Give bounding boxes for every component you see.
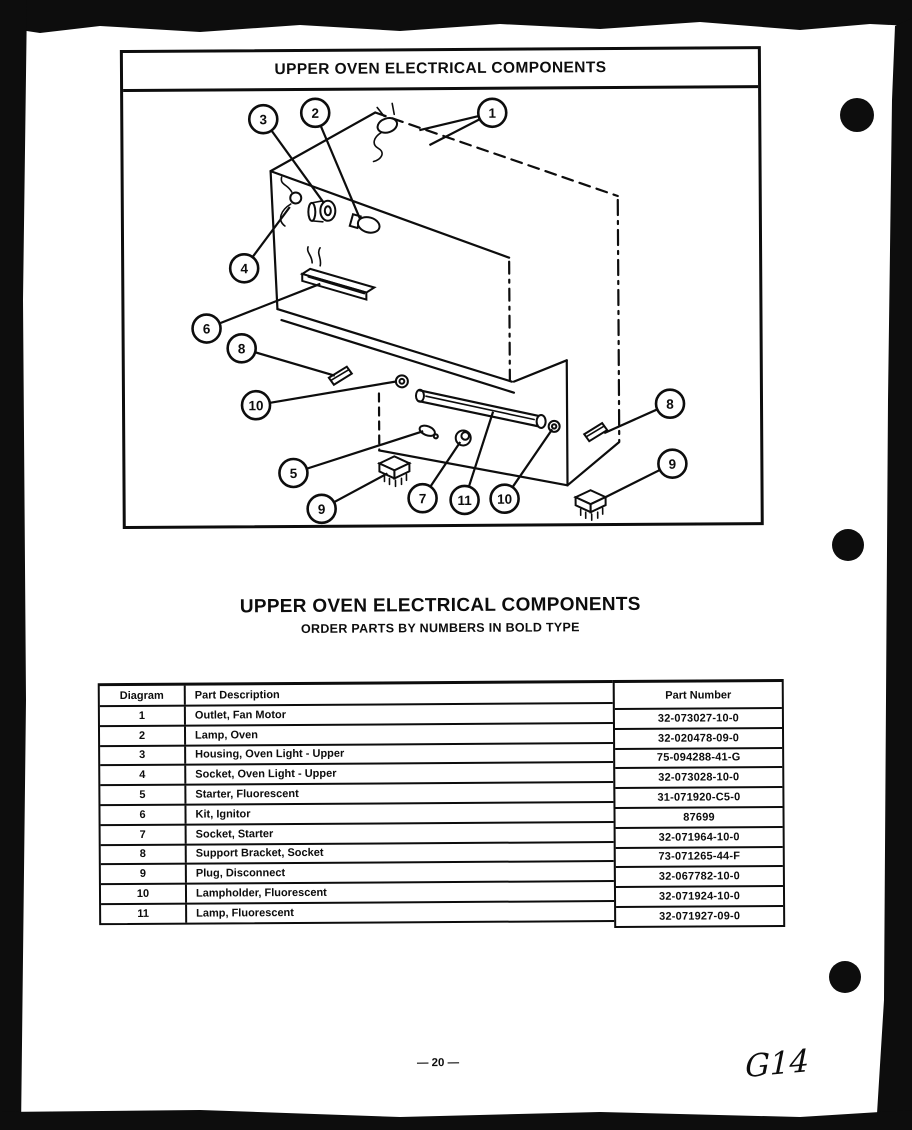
part-disconnect-plug	[379, 456, 409, 486]
table-part-cells	[615, 707, 783, 926]
part-number-cell: 31-071920-C5-0	[615, 786, 782, 807]
part-number-cell: 32-071927-09-0	[616, 905, 783, 926]
table-row	[101, 821, 614, 844]
diagram-number-cell: 7	[101, 825, 187, 843]
parts-table-left	[98, 680, 616, 925]
svg-text:11: 11	[457, 492, 472, 508]
table-row	[100, 801, 613, 824]
section-subheading: ORDER PARTS BY NUMBERS IN BOLD TYPE	[300, 620, 580, 636]
svg-text:7: 7	[418, 491, 427, 507]
part-description-cell: Socket, Starter	[195, 827, 274, 841]
svg-text:5: 5	[289, 465, 298, 482]
svg-text:3: 3	[259, 112, 268, 128]
part-number-cell: 32-073028-10-0	[615, 766, 782, 787]
part-number-cell: 32-020478-09-0	[615, 727, 782, 748]
part-number-cell: 75-094288-41-G	[615, 747, 782, 768]
part-fluorescent-lamp	[416, 389, 546, 429]
svg-text:4: 4	[240, 261, 248, 277]
table-left-rows	[100, 702, 614, 923]
table-row	[100, 781, 613, 804]
parts-table	[98, 679, 790, 933]
handwritten-note: G14	[744, 1042, 810, 1086]
diagram-number-cell: 5	[100, 786, 186, 804]
table-header-row	[100, 683, 613, 705]
diagram-panel	[120, 46, 764, 529]
part-description-cell: Lamp, Fluorescent	[196, 906, 294, 920]
part-description-cell: Lamp, Oven	[194, 728, 259, 742]
callout-9	[658, 450, 686, 478]
part-description-cell: Support Bracket, Socket	[195, 847, 324, 861]
callout-1	[478, 99, 506, 127]
part-description-cell: Outlet, Fan Motor	[194, 708, 286, 722]
table-row	[100, 702, 613, 725]
part-oven-lamp	[349, 213, 381, 235]
table-row	[100, 761, 613, 784]
table-row	[101, 841, 614, 864]
part-number-cell: 32-071924-10-0	[616, 885, 783, 906]
part-number-cell: 32-071964-10-0	[616, 826, 783, 847]
header-diagram: Diagram	[100, 686, 186, 706]
section-heading: UPPER OVEN ELECTRICAL COMPONENTS	[239, 593, 641, 618]
table-row	[101, 900, 614, 923]
diagram-number-cell: 8	[101, 845, 187, 863]
part-description-cell: Starter, Fluorescent	[195, 788, 299, 801]
part-number-cell: 32-067782-10-0	[616, 865, 783, 886]
part-lampholder-left	[396, 375, 408, 387]
svg-text:9: 9	[317, 501, 326, 517]
table-row	[100, 742, 613, 765]
diagram-number-cell: 6	[100, 806, 186, 824]
diagram-number-cell: 4	[100, 766, 186, 784]
diagram-number-cell: 2	[100, 726, 186, 744]
diagram-number-cell: 10	[101, 885, 187, 903]
svg-text:10: 10	[497, 491, 513, 507]
header-part-number: Part Number	[665, 688, 732, 702]
callout-8	[228, 334, 256, 362]
callout-4	[230, 254, 258, 282]
svg-text:9: 9	[668, 456, 677, 472]
callout-10	[491, 485, 519, 513]
diagram-number-cell: 3	[100, 746, 186, 764]
callout-8	[656, 390, 684, 418]
callout-9	[308, 495, 336, 523]
page-number: — 20 —	[416, 1056, 460, 1070]
diagram-number-cell: 1	[100, 707, 186, 725]
exploded-view-diagram	[123, 88, 761, 526]
part-description-cell: Kit, Ignitor	[195, 808, 251, 821]
callout-11	[451, 486, 479, 514]
svg-text:2: 2	[311, 105, 320, 121]
part-starter-socket	[456, 430, 471, 445]
part-ignitor-kit	[302, 246, 374, 299]
oven-box-drawing	[270, 111, 619, 487]
svg-text:10: 10	[248, 398, 264, 414]
part-number-cell: 32-073027-10-0	[615, 707, 782, 728]
callout-2	[301, 99, 329, 127]
table-row	[101, 880, 614, 903]
table-row	[100, 722, 613, 745]
header-part-description: Part Description	[194, 688, 280, 702]
svg-text:8: 8	[666, 396, 674, 412]
part-oven-light-socket	[280, 177, 301, 226]
part-number-cell: 87699	[615, 806, 782, 827]
callout-5	[279, 459, 307, 487]
part-description-cell: Plug, Disconnect	[195, 867, 286, 880]
callout-7	[409, 484, 437, 512]
table-row	[101, 860, 614, 883]
part-description-cell: Socket, Oven Light - Upper	[195, 768, 337, 781]
callout-10	[242, 391, 270, 419]
diagram-number-cell: 11	[101, 905, 187, 923]
part-oven-light-housing	[308, 201, 335, 222]
svg-text:8: 8	[237, 341, 246, 357]
part-number-cell: 73-071265-44-F	[616, 846, 783, 867]
callout-6	[192, 314, 220, 342]
diagram-number-cell: 9	[101, 865, 187, 883]
parts-table-right	[613, 679, 786, 928]
callout-layer	[191, 97, 687, 524]
diagram-panel-title: UPPER OVEN ELECTRICAL COMPONENTS	[123, 49, 758, 92]
part-description-cell: Housing, Oven Light - Upper	[195, 748, 345, 762]
part-description-cell: Lampholder, Fluorescent	[195, 886, 327, 900]
svg-text:6: 6	[202, 321, 211, 337]
svg-text:1: 1	[488, 105, 497, 121]
callout-3	[249, 105, 277, 133]
